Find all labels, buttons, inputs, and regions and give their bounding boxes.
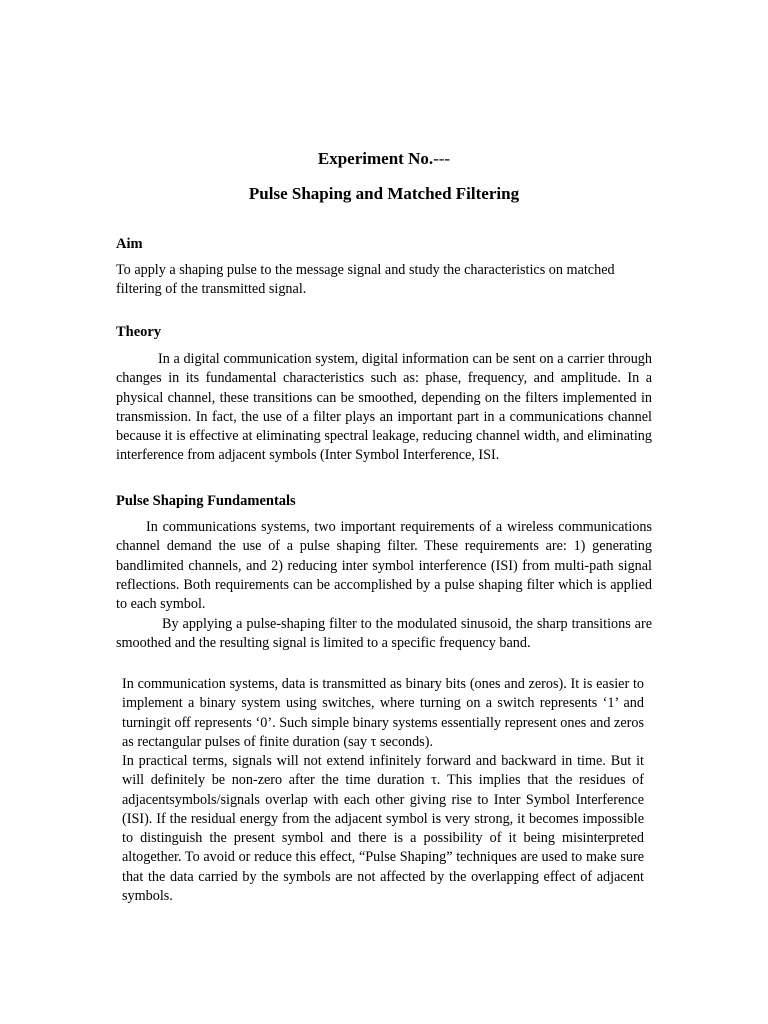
theory-paragraph: In a digital communication system, digital information can be sent on a carrier through changes in its fundamental characteristics such as: phase, frequency, and amplitude. In a physical channel, these transitions can be smoothed, depending on the filters implemented in transmission. In fact, the use of a filter plays an important part in a communications channel because it is effective at eliminating spectral leakage, reducing channel width, and eliminating interference from adjacent symbols (Inter Symbol Interference, ISI. [116, 351, 652, 464]
experiment-number-dashes: --- [433, 149, 451, 168]
pulse-shaping-paragraph-1: In communications systems, two important requirements of a wireless communications channel demand the use of a pulse shaping filter. These requirements are: 1) generating bandlimited channels, and 2) reducing inter symbol interference (ISI) from multi-path signal reflections. Both requirements can be accomplished by a pulse shaping filter which is applied to each symbol. [116, 519, 652, 613]
experiment-title-text: Experiment No. [317, 149, 434, 168]
aim-heading: Aim [116, 236, 143, 252]
theory-heading: Theory [116, 324, 162, 340]
aim-paragraph: To apply a shaping pulse to the message signal and study the characteristics on matched filtering of the transmitted signal. [116, 262, 615, 298]
pulse-shaping-paragraph-2: By applying a pulse-shaping filter to the modulated sinusoid, the sharp transitions are smoothed and the resulting signal is limited to a specific frequency band. [116, 616, 652, 652]
binary-paragraph-1: In communication systems, data is transmitted as binary bits (ones and zeros). It is easier to implement a binary system using switches, where turning on a switch represents ‘1’ and turningit off represents ‘0’. Such simple binary systems essentially represent ones and zeros as rectangular pulses of finite duration (say τ seconds). [122, 676, 644, 750]
pulse-shaping-heading: Pulse Shaping Fundamentals [116, 493, 296, 509]
binary-paragraph-2: In practical terms, signals will not extend infinitely forward and backward in time. But it will definitely be non-zero after the time duration τ. This implies that the residues of adjacentsymbols/signals overlap with each other giving rise to Inter Symbol Interference (ISI). If the residual energy from the adjacent symbol is very strong, it becomes impossible to distinguish the present symbol and there is a possibility of it being misinterpreted altogether. To avoid or reduce this effect, “Pulse Shaping” techniques are used to make sure that the data carried by the symbols are not affected by the overlapping effect of adjacent symbols. [122, 753, 644, 905]
experiment-title [0, 149, 768, 169]
page-title: Pulse Shaping and Matched Filtering [248, 184, 520, 203]
